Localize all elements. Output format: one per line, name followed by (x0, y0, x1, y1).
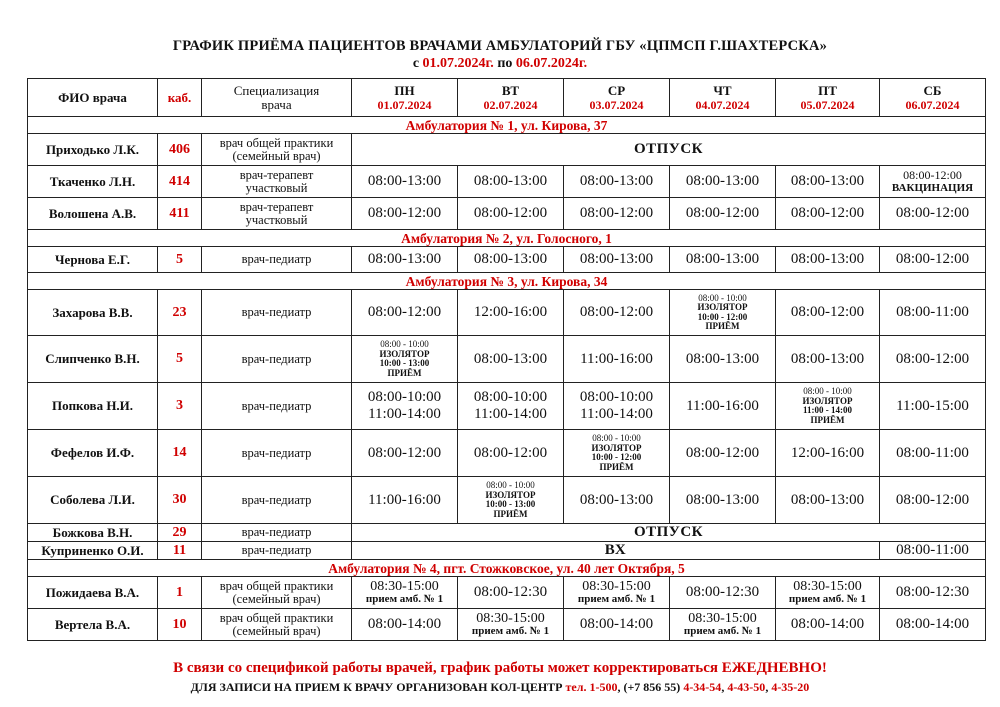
vacation-cell: ОТПУСК (352, 524, 986, 542)
time-cell: 11:00-16:00 (352, 477, 458, 524)
time-cell: 08:00-13:00 (458, 247, 564, 273)
doctor-name: Слипченко В.Н. (28, 336, 158, 383)
doctor-name: Пожидаева В.А. (28, 577, 158, 609)
isolator-cell: 08:00 - 10:00 ИЗОЛЯТОР 10:00 - 13:00 ПРИЁМ (352, 336, 458, 383)
header-day-thu: ЧТ 04.07.2024 (670, 79, 776, 117)
time-cell: 08:00-12:00 (352, 198, 458, 230)
call-center-info (0, 680, 1000, 695)
section-title: Амбулатория № 3, ул. Кирова, 34 (28, 273, 986, 290)
isolator-cell: 08:00 - 10:00 ИЗОЛЯТОР 10:00 - 13:00 ПРИЁМ (458, 477, 564, 524)
cabinet-number: 29 (158, 524, 202, 542)
header-name: ФИО врача (28, 79, 158, 117)
specialization: врач общей практики (семейный врач) (202, 134, 352, 166)
time-cell: 08:30-15:00 прием амб. № 1 (776, 577, 880, 609)
table-row (28, 524, 986, 542)
time-cell: 08:00-12:00 (564, 290, 670, 336)
time-cell: 08:00-13:00 (776, 247, 880, 273)
specialization: врач-педиатр (202, 430, 352, 477)
time-cell: 08:00-13:00 (670, 336, 776, 383)
table-row (28, 609, 986, 641)
time-cell: 08:00-13:00 (564, 166, 670, 198)
time-cell: 08:00-13:00 (352, 247, 458, 273)
date-to: 06.07.2024г. (515, 56, 588, 71)
page-title: ГРАФИК ПРИЁМА ПАЦИЕНТОВ ВРАЧАМИ АМБУЛАТОРИЙ ГБУ «ЦПМСП Г.ШАХТЕРСКА» (172, 38, 828, 54)
table-row (28, 290, 986, 336)
time-cell: 08:30-15:00 прием амб. № 1 (670, 609, 776, 641)
date-to-label: по (497, 56, 513, 71)
date-range (0, 56, 1000, 72)
time-cell: 11:00-16:00 (564, 336, 670, 383)
time-cell: 08:00-14:00 (880, 609, 986, 641)
phone-sep: , (721, 680, 728, 694)
header-kab: каб. (158, 79, 202, 117)
specialization: врач-педиатр (202, 290, 352, 336)
phone-sep: , (765, 680, 772, 694)
section-row (28, 230, 986, 247)
time-cell: 08:00-10:00 11:00-14:00 (564, 383, 670, 430)
specialization: врач общей практики (семейный врач) (202, 577, 352, 609)
specialization: врач-педиатр (202, 336, 352, 383)
time-cell: 08:30-15:00 прием амб. № 1 (564, 577, 670, 609)
time-cell: 11:00-16:00 (670, 383, 776, 430)
time-cell: 08:00-11:00 (880, 542, 986, 560)
section-row (28, 117, 986, 134)
time-cell: 08:00-13:00 (776, 477, 880, 524)
header-day-mon: ПН 01.07.2024 (352, 79, 458, 117)
time-cell: 08:00-12:00 (458, 198, 564, 230)
specialization: врач-педиатр (202, 383, 352, 430)
time-cell: 08:00-12:00 (458, 430, 564, 477)
specialization: врач-терапевт участковый (202, 166, 352, 198)
doctor-name: Соболева Л.И. (28, 477, 158, 524)
section-row (28, 273, 986, 290)
time-cell: 08:00-14:00 (776, 609, 880, 641)
time-cell: 08:00-12:00 (776, 290, 880, 336)
time-cell: 08:00-12:00 (670, 430, 776, 477)
table-row (28, 542, 986, 560)
time-cell: 08:00-12:30 (880, 577, 986, 609)
isolator-cell: 08:00 - 10:00 ИЗОЛЯТОР 10:00 - 12:00 ПРИЁМ (670, 290, 776, 336)
time-cell: 08:00-13:00 (776, 336, 880, 383)
vacation-cell: ОТПУСК (352, 134, 986, 166)
schedule-notice: В связи со спецификой работы врачей, график работы может корректироваться ЕЖЕДНЕВНО! (173, 660, 827, 676)
isolator-cell: 08:00 - 10:00 ИЗОЛЯТОР 11:00 - 14:00 ПРИЁМ (776, 383, 880, 430)
time-cell: 08:00-13:00 (458, 336, 564, 383)
specialization: врач-педиатр (202, 247, 352, 273)
doctor-name: Чернова Е.Г. (28, 247, 158, 273)
header-day-tue: ВТ 02.07.2024 (458, 79, 564, 117)
time-cell: 08:30-15:00 прием амб. № 1 (352, 577, 458, 609)
specialization: врач-терапевт участковый (202, 198, 352, 230)
cabinet-number: 30 (158, 477, 202, 524)
section-title: Амбулатория № 1, ул. Кирова, 37 (28, 117, 986, 134)
schedule-table (27, 78, 986, 641)
cabinet-number: 1 (158, 577, 202, 609)
doctor-name: Божкова В.Н. (28, 524, 158, 542)
header-day-wed: СР 03.07.2024 (564, 79, 670, 117)
isolator-cell: 08:00 - 10:00 ИЗОЛЯТОР 10:00 - 12:00 ПРИЁМ (564, 430, 670, 477)
time-cell: 08:00-13:00 (670, 166, 776, 198)
date-from-label: с (412, 56, 420, 71)
phone-code: , (+7 856 55) (617, 680, 684, 694)
table-row (28, 198, 986, 230)
cabinet-number: 23 (158, 290, 202, 336)
doctor-name: Приходько Л.К. (28, 134, 158, 166)
cabinet-number: 11 (158, 542, 202, 560)
date-from: 01.07.2024г. (422, 56, 494, 71)
time-cell: 08:30-15:00 прием амб. № 1 (458, 609, 564, 641)
time-cell: 08:00-12:00 (352, 430, 458, 477)
time-cell: 08:00-12:00 (880, 336, 986, 383)
header-day-fri: ПТ 05.07.2024 (776, 79, 880, 117)
day-off-cell: ВХ (352, 542, 880, 560)
doctor-name: Волошена А.В. (28, 198, 158, 230)
time-cell: 08:00-12:00 (564, 198, 670, 230)
time-cell: 08:00-13:00 (564, 247, 670, 273)
time-cell: 08:00-12:00 ВАКЦИНАЦИЯ (880, 166, 986, 198)
time-cell: 08:00-13:00 (776, 166, 880, 198)
time-cell: 08:00-13:00 (670, 247, 776, 273)
time-cell: 08:00-12:00 (670, 198, 776, 230)
time-cell: 08:00-13:00 (670, 477, 776, 524)
doctor-name: Куприненко О.И. (28, 542, 158, 560)
time-cell: 08:00-12:30 (670, 577, 776, 609)
specialization: врач-педиатр (202, 477, 352, 524)
time-cell: 08:00-10:00 11:00-14:00 (352, 383, 458, 430)
section-title: Амбулатория № 2, ул. Голосного, 1 (28, 230, 986, 247)
time-cell: 08:00-12:00 (880, 247, 986, 273)
table-row (28, 577, 986, 609)
table-row (28, 247, 986, 273)
time-cell: 08:00-13:00 (352, 166, 458, 198)
header-row (28, 79, 986, 117)
time-cell: 08:00-13:00 (564, 477, 670, 524)
time-cell: 08:00-13:00 (458, 166, 564, 198)
time-cell: 08:00-14:00 (564, 609, 670, 641)
table-row (28, 477, 986, 524)
time-cell: 12:00-16:00 (458, 290, 564, 336)
time-cell: 08:00-12:00 (880, 198, 986, 230)
header-day-sat: СБ 06.07.2024 (880, 79, 986, 117)
cabinet-number: 5 (158, 247, 202, 273)
time-cell: 08:00-10:00 11:00-14:00 (458, 383, 564, 430)
cabinet-number: 14 (158, 430, 202, 477)
section-title: Амбулатория № 4, пгт. Стожковское, ул. 40 лет Октября, 5 (28, 560, 986, 577)
doctor-name: Попкова Н.И. (28, 383, 158, 430)
section-row (28, 560, 986, 577)
cabinet-number: 414 (158, 166, 202, 198)
time-cell: 12:00-16:00 (776, 430, 880, 477)
cabinet-number: 406 (158, 134, 202, 166)
table-row (28, 166, 986, 198)
cabinet-number: 10 (158, 609, 202, 641)
cabinet-number: 5 (158, 336, 202, 383)
time-cell: 08:00-12:30 (458, 577, 564, 609)
phone-1: 4-34-54 (683, 680, 722, 694)
phone-2: 4-43-50 (727, 680, 766, 694)
cabinet-number: 411 (158, 198, 202, 230)
time-cell: 08:00-14:00 (352, 609, 458, 641)
phone-3: 4-35-20 (771, 680, 810, 694)
doctor-name: Захарова В.В. (28, 290, 158, 336)
time-cell: 11:00-15:00 (880, 383, 986, 430)
time-cell: 08:00-11:00 (880, 430, 986, 477)
specialization: врач-педиатр (202, 524, 352, 542)
table-row (28, 134, 986, 166)
time-cell: 08:00-11:00 (880, 290, 986, 336)
table-row (28, 383, 986, 430)
phone-main: тел. 1-500 (565, 680, 618, 694)
specialization: врач-педиатр (202, 542, 352, 560)
time-cell: 08:00-12:00 (880, 477, 986, 524)
doctor-name: Фефелов И.Ф. (28, 430, 158, 477)
doctor-name: Ткаченко Л.Н. (28, 166, 158, 198)
call-center-label: ДЛЯ ЗАПИСИ НА ПРИЕМ К ВРАЧУ ОРГАНИЗОВАН КОЛ-ЦЕНТР (190, 680, 563, 694)
time-cell: 08:00-12:00 (352, 290, 458, 336)
table-row (28, 430, 986, 477)
header-spec: Специализация врача (202, 79, 352, 117)
table-row (28, 336, 986, 383)
specialization: врач общей практики (семейный врач) (202, 609, 352, 641)
cabinet-number: 3 (158, 383, 202, 430)
time-cell: 08:00-12:00 (776, 198, 880, 230)
doctor-name: Вертела В.А. (28, 609, 158, 641)
